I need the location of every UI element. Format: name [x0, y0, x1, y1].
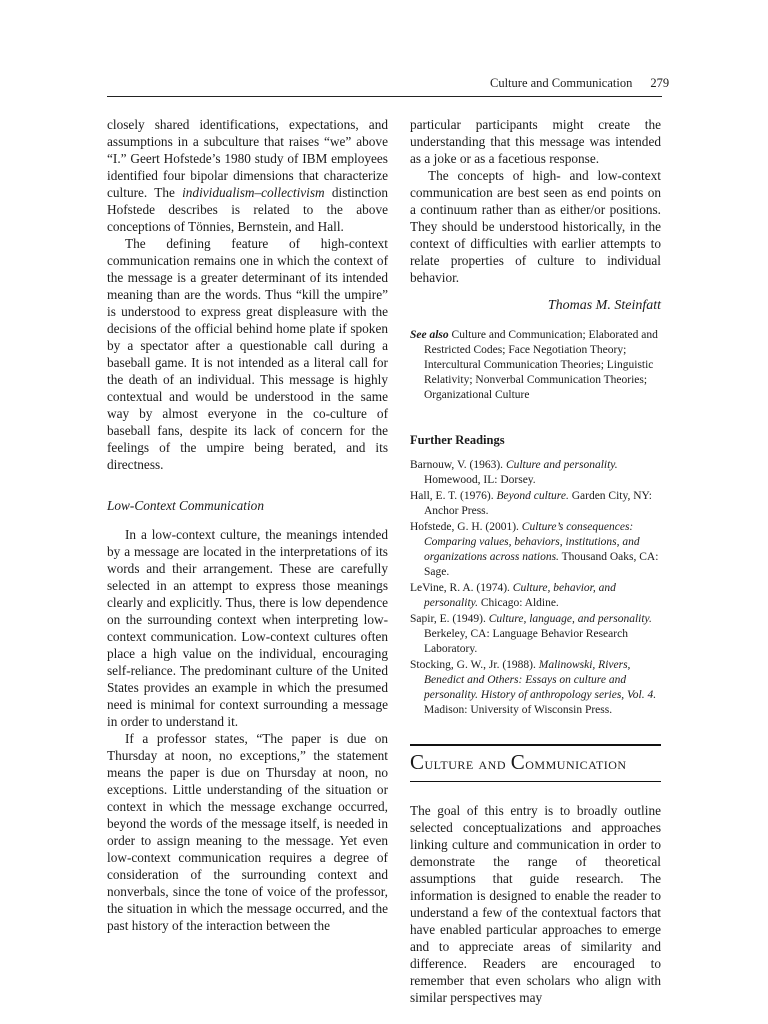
paragraph: If a professor states, “The paper is due on Thursday at noon, no exceptions,” the statement means the paper is due on Thursday at noon, no exceptions. Little understanding of the situation or context in which the message exchange occurred, beyond the words of the message itself, is needed in order to assign meaning to the message. Yet even low-context communication requires a degree of consideration of the surrounding context and nonverbals, since the tone of voice of the professor, the situation in which the message occurred, and the past history of the interaction between the	[107, 731, 388, 933]
paragraph: The goal of this entry is to broadly outline selected conceptualizations and approaches linking culture and communication in order to demonstrate the range of theoretical assumptions that guide research. The information is designed to enable the reader to understand a few of the contextual factors that have enabled particular approaches to emerge and to appreciate areas of similarity and difference. Readers are encouraged to remember that even scholars who align with similar perspectives may	[410, 803, 661, 1005]
reference-text: Garden City, NY: Anchor Press.	[424, 490, 652, 517]
entry-bottom-rule	[410, 781, 661, 782]
paragraph: The concepts of high- and low-context communication are best seen as end points on a continuum rather than as either/or positions. They should be understood historically, in the context of difficulties with earlier attempts to relate properties of culture to individual behavior.	[410, 168, 661, 285]
reference-title: Culture and personality.	[505, 459, 618, 471]
paragraph: particular participants might create the understanding that this message was intended as a joke or as a facetious response.	[410, 117, 661, 166]
reference-item	[410, 489, 661, 519]
running-head	[490, 76, 670, 91]
reference-text: Berkeley, CA: Language Behavior Research Laboratory.	[424, 628, 628, 655]
see-also	[410, 328, 661, 403]
paragraph	[107, 116, 388, 235]
reference-text: Sapir, E. (1949).	[410, 613, 489, 625]
see-also-label: See also	[410, 329, 449, 341]
paragraph: The defining feature of high-context communication remains one in which the context of the message is a greater determinant of its intended meaning than are the words. Thus “kill the umpire” is understood to express great displeasure with the decisions of the official behind home plate if spoken by a spectator after a questionable call during a baseball game. It is not intended as a literal call for the death of an individual. This message is highly contextual and would be understood in the same way by almost everyone in the co-culture of baseball fans, despite its lack of concern for the feelings of the umpire being berated, and its directness.	[107, 236, 388, 472]
author-signature: Thomas M. Steinfatt	[547, 298, 661, 313]
page-number: 279	[650, 76, 670, 90]
reference-title: Culture’s consequences: Comparing values, behaviors, institutions, and organizations across nations.	[424, 521, 640, 563]
reference-text: Hall, E. T. (1976).	[410, 490, 497, 502]
reference-list	[410, 458, 661, 718]
paragraph: In a low-context culture, the meanings intended by a message are located in the interpretations of its words and their arrangement. These are carefully selected in an attempt to express those meanings clearly and explicitly. Thus, there is low dependence on the surrounding context when interpreting low-context communication. Low-context cultures often place a high value on the individual, encouraging self-reliance. The predominant culture of the United States provides an example in which the presumed need is minimal for context surrounding a message in order to understand it.	[107, 527, 388, 729]
header-rule	[107, 96, 662, 97]
reference-item	[410, 520, 661, 580]
reference-text: Stocking, G. W., Jr. (1988).	[410, 659, 539, 671]
reference-title: Malinowski, Rivers, Benedict and Others: Essays on culture and personality. History of anthropology series, Vol. 4.	[424, 659, 657, 701]
further-readings-title: Further Readings	[410, 433, 505, 447]
left-column	[107, 116, 388, 934]
entry-title	[410, 751, 661, 775]
reference-title: Culture, behavior, and personality.	[424, 582, 616, 609]
see-also-text: Culture and Communication; Elaborated and Restricted Codes; Face Negotiation Theory; Intercultural Communication Theories; Linguistic Relativity; Nonverbal Communication Theories; Organizational Culture	[424, 329, 658, 401]
title-initial: C	[410, 750, 425, 774]
reference-title: Culture, language, and personality.	[488, 613, 652, 625]
reference-item	[410, 658, 661, 718]
reference-item	[410, 458, 661, 488]
reference-item	[410, 612, 661, 657]
title-text: ulture and	[424, 754, 511, 773]
running-title: Culture and Communication	[490, 76, 633, 90]
reference-item	[410, 581, 661, 611]
reference-text: LeVine, R. A. (1974).	[410, 582, 513, 594]
right-column	[410, 116, 661, 1006]
reference-text: Madison: University of Wisconsin Press.	[424, 704, 613, 716]
emphasis-term: individualism–collectivism	[182, 185, 325, 200]
reference-text: Chicago: Aldine.	[478, 597, 559, 609]
reference-text: Thousand Oaks, CA: Sage.	[424, 551, 659, 578]
section-subhead: Low-Context Communication	[107, 498, 264, 513]
title-text: ommunication	[525, 754, 627, 773]
title-initial: C	[510, 750, 526, 774]
paragraph-text: closely shared identifications, expectations, and assumptions in a subculture that raises “we” above “I.” Geert Hofstede’s 1980 study of IBM employees identified four bipolar dimensions that characterize culture. The	[107, 117, 388, 200]
reference-text: Barnouw, V. (1963).	[410, 459, 506, 471]
reference-text: Hofstede, G. H. (2001).	[410, 521, 522, 533]
reference-text: Homewood, IL: Dorsey.	[424, 474, 536, 486]
reference-title: Beyond culture.	[496, 490, 569, 502]
paragraph-text: distinction Hofstede describes is related to the above conceptions of Tönnies, Bernstein, and Hall.	[107, 185, 388, 234]
entry-top-rule	[410, 744, 661, 746]
